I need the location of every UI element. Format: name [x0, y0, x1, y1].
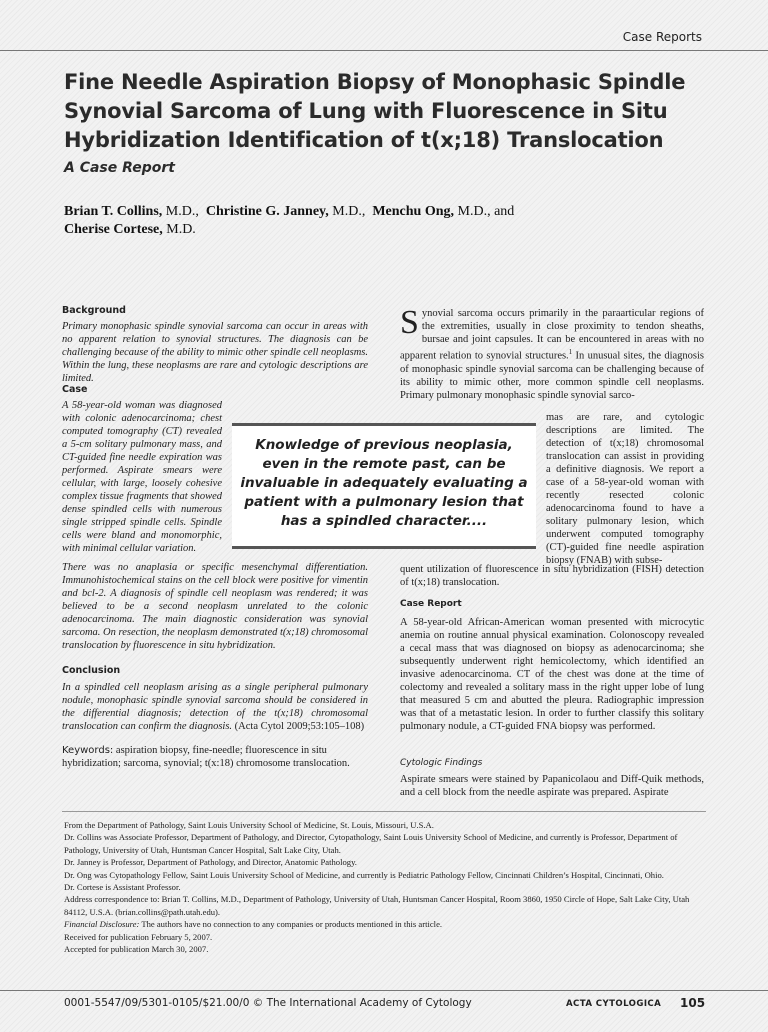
- case-report-text: A 58-year-old African-American woman presented with microcytic anemia on routine annual physical examination. Colonoscopy revealed a cecal mass that was diagnosed on biopsy as adenocarcinoma; she subsequently underwent right hemicolectomy, which identified an invasive adenocarcinoma. CT of the chest was done at the time of colectomy and revealed a solitary mass in the right upper lobe of lung that measured 5 cm and abutted the pleura. Radiographic impression was that of a metastatic lesion. In order to further classify this solitary pulmonary nodule, a CT-guided FNA biopsy was performed.: [400, 617, 704, 732]
- bottom-rule: [0, 990, 768, 991]
- conclusion-body: In a spindled cell neoplasm arising as a single peripheral pulmonary nodule, monophasic spindle synovial sarcoma should be considered in the differential diagnosis; detection of the t(x;18) chromosomal translocation can confirm the diagnosis.: [62, 682, 368, 732]
- footnote-rule: [62, 811, 706, 812]
- title-line-3: Hybridization Identification of t(x;18) Translocation: [64, 128, 664, 152]
- abstract-case-label: Case: [62, 384, 88, 395]
- journal-name: ACTA CYTOLOGICA: [566, 999, 662, 1009]
- keywords-text: aspiration biopsy, fine-needle; fluorescence in situ hybridization; sarcoma, synovial; t(x:18) chromosome translocation.: [62, 745, 350, 769]
- abstract-case-text-wide: There was no anaplasia or specific mesenchymal differentiation. Immunohistochemical stains on the cell block were positive for vimentin and bcl-2. A diagnosis of spindle cell neoplasm was rendered; it was believed to be a second neoplasm unrelated to the colonic adenocarcinoma. The main diagnostic consideration was synovial sarcoma. On resection, the neoplasm demonstrated t(x;18) chromosomal translocation by fluorescence in situ hybridization.: [62, 562, 368, 651]
- abstract-conclusion-text: [62, 681, 368, 733]
- footnote-7: [64, 918, 706, 930]
- author-2: Christine G. Janney,: [205, 204, 329, 219]
- intro-paragraph: [400, 304, 704, 402]
- intro-narrow-text: mas are rare, and cytologic descriptions are limited. The detection of t(x;18) chromosomal translocation can assist in providing a definitive diagnosis. We report a case of a 58-year-old woman with recently resected colonic adenocarcinoma found to have a solitary pulmonary lesion, which underwent computed tomography (CT)-guided fine needle aspiration biopsy (FNAB) with subse-: [546, 412, 704, 566]
- case-report-label: Case Report: [400, 599, 462, 609]
- page-number: 105: [680, 996, 706, 1010]
- citation: (Acta Cytol 2009;53:105–108): [234, 721, 365, 732]
- title-line-2: Synovial Sarcoma of Lung with Fluorescence in Situ: [64, 99, 668, 123]
- author-list: [64, 203, 564, 239]
- cytologic-findings-text: Aspirate smears were stained by Papanicolaou and Diff-Quik methods, and a cell block from the needle aspirate was prepared. Aspirate: [400, 774, 704, 798]
- footnote-6: Address correspondence to: Brian T. Collins, M.D., Department of Pathology, University of Utah, Huntsman Cancer Hospital, Room 3860, 1950 Circle of Hope, Salt Lake City, Utah 84112, U.S.A. (brian.collins@path.utah.edu).: [64, 894, 690, 917]
- section-label: Case Reports: [622, 30, 702, 44]
- abstract-conclusion-label: Conclusion: [62, 665, 121, 676]
- footnote-2: Dr. Collins was Associate Professor, Department of Pathology, and Director, Cytopathology, Saint Louis University School of Medicine, and currently is Professor, Department of Pathology, University of Utah, Huntsman Cancer Hospital, Salt Lake City, Utah.: [64, 832, 678, 855]
- author-1: Brian T. Collins,: [64, 204, 163, 219]
- abstract-background-label: Background: [62, 305, 126, 316]
- degree-1: M.D.,: [165, 204, 199, 219]
- abstract-background-text: Primary monophasic spindle synovial sarcoma can occur in areas with no apparent relation to synovial structures. The diagnosis can be challenging because of the ability to mimic other spindle cell neoplasms. Within the lung, these neoplasms are rare and cytologic descriptions are limited.: [62, 321, 368, 384]
- intro-end-text: quent utilization of fluorescence in situ hybridization (FISH) detection of t(x;18) translocation.: [400, 564, 704, 588]
- pullquote-text: Knowledge of previous neoplasia, even in the remote past, can be invaluable in adequately evaluating a patient with a pulmonary lesion that has a spindled character....: [240, 437, 528, 529]
- footnote-5: Dr. Cortese is Assistant Professor.: [64, 882, 181, 893]
- keywords: [62, 744, 368, 770]
- author-and: and: [494, 204, 515, 219]
- footnote-3: Dr. Janney is Professor, Department of Pathology, and Director, Anatomic Pathology.: [64, 857, 357, 868]
- title-line-1: Fine Needle Aspiration Biopsy of Monophasic Spindle: [64, 70, 686, 94]
- pullquote-rule-top: [232, 423, 536, 426]
- degree-2: M.D.,: [332, 204, 366, 219]
- keywords-label: Keywords:: [62, 745, 114, 756]
- reference-1: 1: [568, 348, 573, 356]
- abstract-case-text-narrow: A 58-year-old woman was diagnosed with colonic adenocarcinoma; chest computed tomography (CT) revealed a 5-cm solitary pulmonary mass, and CT-guided fine needle expiration was performed. Aspirate smears were cellular, with large, loosely cohesive complex tissue fragments that showed dense spindled cells with numerous single stripped spindle cells. Spindle cells were bland and monomorphic, with minimal cellular variation.: [62, 400, 222, 554]
- footnote-1: From the Department of Pathology, Saint Louis University School of Medicine, St. Louis, Missouri, U.S.A.: [64, 820, 434, 830]
- intro-text-a: ynovial sarcoma occurs primarily in the paraarticular regions of the extremities, usually in close proximity to tendon sheaths, bursae and joint capsules. It can be encountered in areas with no apparent relation to synovial structures.: [400, 308, 704, 362]
- intro-text-b: In unusual sites, the diagnosis of monophasic spindle synovial sarcoma can be challenging because of its ability to mimic other, more common spindle cell neoplasms. Primary pulmonary monophasic spindle synovial sarco-: [400, 350, 704, 401]
- issn-copyright: 0001-5547/09/5301-0105/$21.00/0 © The International Academy of Cytology: [64, 997, 472, 1009]
- financial-disclosure-label: Financial Disclosure:: [64, 919, 140, 930]
- author-3: Menchu Ong,: [372, 204, 455, 219]
- footnotes: [64, 819, 706, 955]
- degree-4: M.D.: [166, 222, 196, 237]
- degree-3: M.D.,: [457, 204, 491, 219]
- footnote-4: Dr. Ong was Cytopathology Fellow, Saint Louis University School of Medicine, and currently is Pediatric Pathology Fellow, Cincinnati Children’s Hospital, Cincinnati, Ohio.: [64, 869, 664, 880]
- dropcap: S: [400, 304, 419, 341]
- footnote-9: Accepted for publication March 30, 2007.: [64, 944, 209, 955]
- article-subtitle: A Case Report: [64, 160, 175, 176]
- financial-disclosure-text: The authors have no connection to any companies or products mentioned in this article.: [139, 919, 443, 930]
- article-title: [64, 68, 704, 155]
- pullquote-rule-bottom: [232, 546, 536, 549]
- footnote-8: Received for publication February 5, 2007.: [64, 931, 213, 942]
- top-rule: [0, 50, 768, 51]
- author-4: Cherise Cortese,: [64, 222, 163, 237]
- cytologic-findings-label: Cytologic Findings: [400, 758, 483, 768]
